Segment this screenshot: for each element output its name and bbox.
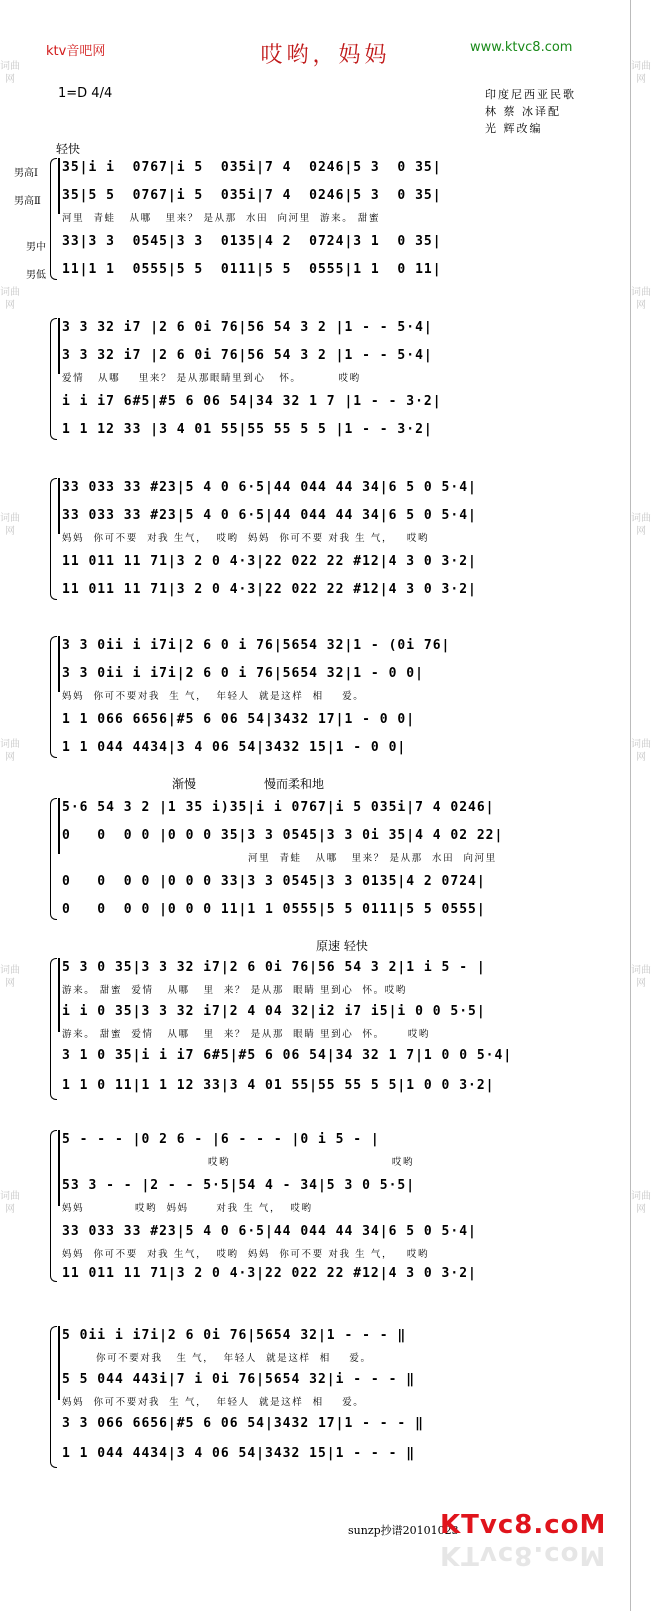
notes-bass: 0 0 0 0 |0 0 0 11|1 1 0555|5 5 0111|5 5 0555| (62, 902, 486, 917)
staff-bass (62, 1266, 572, 1288)
site-name: ktv音吧网 (46, 44, 106, 59)
staff-baritone (62, 712, 572, 734)
notes-tenor2: i i 0 35|3 3 32 i7|2 4 04 32|i2 i7 i5|i 0 0 5·5| (62, 1004, 486, 1019)
score-system-7 (48, 1130, 574, 1290)
lyric-line: 妈妈 你可不要 对我 生气， 哎哟 妈妈 你可不要 对我 生 气， 哎哟 (62, 533, 430, 544)
song-title: 哎哟，妈妈 (260, 43, 391, 68)
notes-bass: 1 1 044 4434|3 4 06 54|3432 15|1 - 0 0| (62, 740, 407, 755)
system-brace (50, 318, 57, 440)
staff-baritone (62, 1224, 572, 1246)
notes-tenor2: 3 3 32 i7 |2 6 0i 76|56 54 3 2 |1 - - 5·4| (62, 348, 433, 363)
song-origin: 印度尼西亚民歌 (485, 88, 576, 101)
part-label-bass: 男低 (26, 270, 46, 281)
staff-tenor2 (62, 1372, 572, 1394)
lyric-line: 妈妈 你可不要 对我 生气， 哎哟 妈妈 你可不要 对我 生 气， 哎哟 (62, 1249, 430, 1260)
system-brace (50, 478, 57, 600)
side-watermark-text: 词曲网 (0, 287, 20, 311)
side-watermark-text: 词曲网 (631, 287, 651, 311)
staff-tenor1 (62, 1328, 572, 1350)
notes-bass: 11 011 11 71|3 2 0 4·3|22 022 22 #12|4 3 0 3·2| (62, 582, 477, 597)
lyric-line: 河里 青蛙 从哪 里来？ 是从那 水田 向河里 (248, 853, 497, 864)
system-brace (50, 1130, 57, 1282)
system-brace (50, 636, 57, 758)
score-system-6 (48, 958, 574, 1108)
staff-baritone (62, 1048, 572, 1070)
score-system-8 (48, 1326, 574, 1476)
staff-bass (62, 422, 572, 444)
notes-tenor1: 33 033 33 #23|5 4 0 6·5|44 044 44 34|6 5 0 5·4| (62, 480, 477, 495)
translator-credit: 林 蔡 冰译配 (485, 105, 561, 118)
staff-bass (62, 262, 572, 284)
notes-bass: 1 1 044 4434|3 4 06 54|3432 15|1 - - - ‖ (62, 1446, 416, 1461)
staff-tenor1 (62, 1132, 572, 1154)
staff-baritone (62, 394, 572, 416)
notes-tenor2: 0 0 0 0 |0 0 0 35|3 3 0545|3 3 0i 35|4 4 02 22| (62, 828, 504, 843)
side-watermark-text: 词曲网 (631, 739, 651, 763)
side-watermark-left (0, 0, 20, 1611)
system-bracket (58, 1130, 60, 1206)
system-bracket (58, 318, 60, 374)
notes-baritone: i i i7 6#5|#5 6 06 54|34 32 1 7 |1 - - 3·2| (62, 394, 442, 409)
notes-tenor2: 33 033 33 #23|5 4 0 6·5|44 044 44 34|6 5 0 5·4| (62, 508, 477, 523)
lyric-line: 游来。 甜蜜 爱情 从哪 里 来？ 是从那 眼睛 里到心 怀。哎哟 (62, 985, 407, 996)
notes-tenor2: 35|5 5 0767|i 5 035i|7 4 0246|5 3 0 35| (62, 188, 442, 203)
staff-bass (62, 1078, 572, 1100)
side-watermark-text: 词曲网 (0, 739, 20, 763)
side-watermark-text: 词曲网 (0, 1191, 20, 1215)
system-bracket (58, 636, 60, 692)
ktvc8-logo-reflection: KTvc8.coM (440, 1540, 607, 1570)
system-brace (50, 958, 57, 1100)
notes-baritone: 3 3 066 6656|#5 6 06 54|3432 17|1 - - - ‖ (62, 1416, 424, 1431)
staff-tenor1 (62, 638, 572, 660)
notes-baritone: 33 033 33 #23|5 4 0 6·5|44 044 44 34|6 5 0 5·4| (62, 1224, 477, 1239)
notes-tenor1: 35|i i 0767|i 5 035i|7 4 0246|5 3 0 35| (62, 160, 442, 175)
score-system-4 (48, 636, 574, 766)
side-watermark-text: 词曲网 (0, 965, 20, 989)
staff-baritone (62, 874, 572, 896)
notes-tenor1: 3 3 0ii i i7i|2 6 0 i 76|5654 32|1 - (0i 76| (62, 638, 451, 653)
ktvc8-logo: KTvc8.coM (440, 1510, 607, 1540)
staff-tenor1 (62, 320, 572, 342)
staff-tenor1 (62, 800, 572, 822)
staff-tenor2 (62, 1004, 572, 1026)
staff-tenor2 (62, 188, 572, 210)
part-label-baritone: 男中 (26, 242, 46, 253)
side-watermark-right (630, 0, 651, 1611)
tempo-mark: 慢而柔和地 (264, 777, 325, 791)
key-signature: 1=D 4/4 (58, 86, 113, 101)
system-bracket (58, 478, 60, 534)
notes-tenor1: 5 0ii i i7i|2 6 0i 76|5654 32|1 - - - ‖ (62, 1328, 407, 1343)
side-watermark-text: 词曲网 (631, 1191, 651, 1215)
notes-tenor1: 5 3 0 35|3 3 32 i7|2 6 0i 76|56 54 3 2|1 i 5 - | (62, 960, 486, 975)
side-watermark-text: 词曲网 (0, 513, 20, 537)
staff-tenor2 (62, 828, 572, 850)
notes-baritone: 0 0 0 0 |0 0 0 33|3 3 0545|3 3 0135|4 2 0724| (62, 874, 486, 889)
system-bracket (58, 158, 60, 214)
score-system-1 (14, 158, 574, 288)
staff-tenor2 (62, 508, 572, 530)
notes-tenor2: 53 3 - - |2 - - 5·5|54 4 - 34|5 3 0 5·5| (62, 1178, 416, 1193)
staff-baritone (62, 1416, 572, 1438)
lyric-line: 河里 青蛙 从哪 里来？ 是从那 水田 向河里 游来。 甜蜜 (62, 213, 381, 224)
part-label-tenor1: 男高Ⅰ (14, 168, 38, 179)
notes-tenor2: 3 3 0ii i i7i|2 6 0 i 76|5654 32|1 - 0 0| (62, 666, 424, 681)
site-url[interactable]: www.ktvc8.com (470, 40, 573, 55)
staff-tenor1 (62, 960, 572, 982)
notes-baritone: 33|3 3 0545|3 3 0135|4 2 0724|3 1 0 35| (62, 234, 442, 249)
notes-bass: 1 1 0 11|1 1 12 33|3 4 01 55|55 55 5 5|1 0 0 3·2| (62, 1078, 495, 1093)
system-bracket (58, 798, 60, 854)
system-brace (50, 1326, 57, 1468)
score-system-5 (48, 798, 574, 928)
notes-tenor1: 5·6 54 3 2 |1 35 i)35|i i 0767|i 5 035i|7 4 0246| (62, 800, 495, 815)
notes-tenor1: 3 3 32 i7 |2 6 0i 76|56 54 3 2 |1 - - 5·4| (62, 320, 433, 335)
side-watermark-text: 词曲网 (631, 965, 651, 989)
staff-tenor1 (62, 160, 572, 182)
staff-tenor2 (62, 1178, 572, 1200)
side-watermark-text: 词曲网 (631, 513, 651, 537)
staff-tenor1 (62, 480, 572, 502)
notes-tenor2: 5 5 044 443i|7 i 0i 76|5654 32|i - - - ‖ (62, 1372, 416, 1387)
system-bracket (58, 958, 60, 1032)
side-watermark-text: 词曲网 (631, 61, 651, 85)
notes-baritone: 1 1 066 6656|#5 6 06 54|3432 17|1 - 0 0| (62, 712, 416, 727)
notes-baritone: 3 1 0 35|i i i7 6#5|#5 6 06 54|34 32 1 7|1 0 0 5·4| (62, 1048, 513, 1063)
lyric-line: 你可不要对我 生 气， 年轻人 就是这样 相 爱。 (96, 1353, 372, 1364)
lyric-line: 妈妈 你可不要对我 生 气， 年轻人 就是这样 相 爱。 (62, 1397, 365, 1408)
staff-tenor2 (62, 348, 572, 370)
notes-bass: 11 011 11 71|3 2 0 4·3|22 022 22 #12|4 3 0 3·2| (62, 1266, 477, 1281)
tempo-mark: 渐慢 (172, 777, 197, 791)
notes-baritone: 11 011 11 71|3 2 0 4·3|22 022 22 #12|4 3 0 3·2| (62, 554, 477, 569)
arranger-credit: 光 辉改编 (485, 122, 543, 135)
staff-baritone (62, 234, 572, 256)
system-brace (50, 798, 57, 920)
notes-tenor1: 5 - - - |0 2 6 - |6 - - - |0 i 5 - | (62, 1132, 380, 1147)
lyric-line: 爱情 从哪 里来？ 是从那眼睛里到心 怀。 哎哟 (62, 373, 361, 384)
lyric-line: 哎哟 哎哟 (208, 1157, 415, 1168)
staff-tenor2 (62, 666, 572, 688)
lyric-line: 妈妈 哎哟 妈妈 对我 生 气， 哎哟 (62, 1203, 313, 1214)
notes-bass: 11|1 1 0555|5 5 0111|5 5 0555|1 1 0 11| (62, 262, 442, 277)
lyric-line: 妈妈 你可不要对我 生 气， 年轻人 就是这样 相 爱。 (62, 691, 365, 702)
notes-bass: 1 1 12 33 |3 4 01 55|55 55 5 5 |1 - - 3·2| (62, 422, 433, 437)
system-brace (50, 158, 57, 280)
part-label-tenor2: 男高Ⅱ (14, 196, 41, 207)
side-watermark-text: 词曲网 (0, 61, 20, 85)
tempo-mark: 轻快 (56, 142, 81, 156)
staff-baritone (62, 554, 572, 576)
score-system-2 (48, 318, 574, 448)
transcriber-credit: sunzp抄谱20101023 (348, 1524, 459, 1537)
lyric-line: 游来。 甜蜜 爱情 从哪 里 来？ 是从那 眼睛 里到心 怀。 哎哟 (62, 1029, 431, 1040)
staff-bass (62, 740, 572, 762)
staff-bass (62, 902, 572, 924)
system-bracket (58, 1326, 60, 1400)
tempo-mark: 原速 轻快 (316, 939, 368, 953)
staff-bass (62, 582, 572, 604)
staff-bass (62, 1446, 572, 1468)
score-system-3 (48, 478, 574, 608)
